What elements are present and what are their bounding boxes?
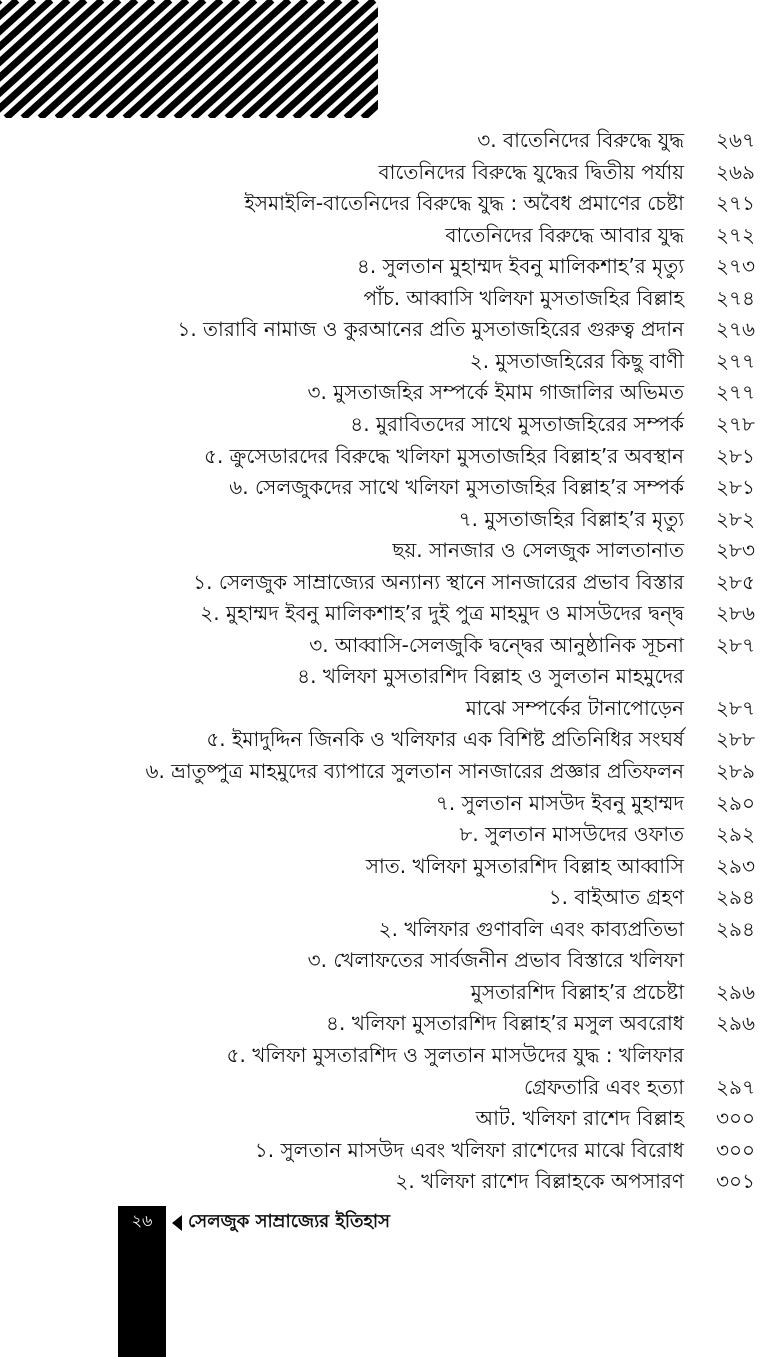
toc-entry-title: ৫. ইমাদুদ্দিন জিনকি ও খলিফার এক বিশিষ্ট প্রতিনিধির সংঘর্ষ xyxy=(206,727,684,752)
toc-entry xyxy=(0,944,784,976)
toc-entry-page: ৩০০ xyxy=(716,1106,756,1131)
toc-entry xyxy=(0,976,784,1008)
toc-entry-title: ৫. খলিফা মুসতারশিদ ও সুলতান মাসউদের যুদ্ধ : খলিফার xyxy=(226,1042,684,1067)
toc-entry xyxy=(0,1071,784,1103)
toc-entry-title: ৬. ভ্রাতুষ্পুত্র মাহমুদের ব্যাপারে সুলতান সানজারের প্রজ্ঞার প্রতিফলন xyxy=(145,759,684,783)
toc-entry-title: ২. খলিফার গুণাবলি এবং কাব্যপ্রতিভা xyxy=(378,916,684,941)
toc-entry xyxy=(0,755,784,787)
running-book-title: সেলজুক সাম্রাজ্যের ইতিহাস xyxy=(188,1211,391,1232)
toc-entry xyxy=(0,723,784,755)
toc-entry-page: ২৭৬ xyxy=(716,317,756,342)
toc-entry-page: ২৯২ xyxy=(716,822,755,847)
toc-entry xyxy=(0,471,784,503)
toc-entry-title: ৮. সুলতান মাসউদের ওফাত xyxy=(459,822,684,847)
toc-entry-page: ২৮৯ xyxy=(716,759,755,783)
toc-entry-page: ৩০১ xyxy=(716,1169,755,1194)
toc-entry xyxy=(0,1007,784,1039)
toc-entry xyxy=(0,250,784,282)
toc-entry-title: বাতেনিদের বিরুদ্ধে যুদ্ধের দ্বিতীয় পর্যায় xyxy=(378,159,684,184)
toc-entry xyxy=(0,881,784,913)
toc-entry-page: ২৯৭ xyxy=(716,1074,755,1099)
page-number: ২৬ xyxy=(131,1211,153,1230)
toc-entry-title: পাঁচ. আব্বাসি খলিফা মুসতাজহির বিল্লাহ xyxy=(363,285,684,310)
toc-entry xyxy=(0,187,784,219)
toc-entry-title: ৩. আব্বাসি-সেলজুকি দ্বন্দ্বের আনুষ্ঠানিক সূচনা xyxy=(309,632,684,657)
toc-entry-page: ২৮৩ xyxy=(716,538,755,563)
toc-entry-title: মুসতারশিদ বিল্লাহ’র প্রচেষ্টা xyxy=(470,979,684,1004)
toc-entry-page: ২৮১ xyxy=(716,475,755,500)
footer-arrow-icon xyxy=(172,1215,182,1231)
toc-entry-page: ২৭৭ xyxy=(716,380,756,405)
toc-entry-title: ১. তারাবি নামাজ ও কুরআনের প্রতি মুসতাজহিরের গুরুত্ব প্রদান xyxy=(177,317,684,342)
toc-entry xyxy=(0,1134,784,1166)
toc-entry-page: ২৯৪ xyxy=(716,885,755,910)
toc-entry-title: ২. মুহাম্মদ ইবনু মালিকশাহ’র দুই পুত্র মাহমুদ ও মাসউদের দ্বন্দ্ব xyxy=(200,601,684,626)
toc-entry-title: মাঝে সম্পর্কের টানাপোড়েন xyxy=(465,695,684,720)
toc-entry xyxy=(0,282,784,314)
toc-entry-title: ৬. সেলজুকদের সাথে খলিফা মুসতাজহির বিল্লাহ’র সম্পর্ক xyxy=(229,475,684,500)
toc-entry xyxy=(0,566,784,598)
toc-entry-page: ২৭২ xyxy=(716,222,756,247)
toc-entry-title: ২. মুসতাজহিরের কিছু বাণী xyxy=(469,348,684,373)
toc-entry xyxy=(0,156,784,188)
toc-entry-title: ৩. মুসতাজহির সম্পর্কে ইমাম গাজালির অভিমত xyxy=(307,380,684,405)
toc-entry xyxy=(0,503,784,535)
toc-entry-page: ২৭৪ xyxy=(716,285,755,310)
toc-entry-page: ৩০০ xyxy=(716,1137,756,1162)
toc-entry-page: ২৭৭ xyxy=(716,348,756,373)
toc-entry-page: ২৯৬ xyxy=(716,979,755,1004)
toc-entry xyxy=(0,850,784,882)
toc-entry xyxy=(0,787,784,819)
toc-entry-page: ২৮৭ xyxy=(716,632,755,657)
toc-entry-title: ১. বাইআত গ্রহণ xyxy=(548,885,684,910)
toc-entry-title: ৪. মুরাবিতদের সাথে মুসতাজহিরের সম্পর্ক xyxy=(350,411,684,436)
toc-entry xyxy=(0,629,784,661)
toc-entry-page: ২৮২ xyxy=(716,506,755,531)
toc-entry-title: ছয়. সানজার ও সেলজুক সালতানাত xyxy=(392,538,684,563)
toc-entry-title: ৭. মুসতাজহির বিল্লাহ’র মৃত্যু xyxy=(458,506,684,531)
toc-entry-page: ২৮১ xyxy=(716,443,755,468)
toc-entry-page: ২৮৫ xyxy=(716,569,755,594)
toc-entry-page: ২৮৭ xyxy=(716,695,755,720)
toc-entry-page: ২৯০ xyxy=(716,790,755,815)
decorative-stripes xyxy=(0,0,378,118)
toc-entry-page: ২৬৯ xyxy=(716,159,755,184)
toc-entry-page: ২৭৩ xyxy=(716,254,756,279)
toc-entry xyxy=(0,313,784,345)
toc-entry xyxy=(0,692,784,724)
toc-entry xyxy=(0,913,784,945)
toc-entry-page: ২৯৩ xyxy=(716,853,755,878)
toc-entry xyxy=(0,408,784,440)
toc-entry xyxy=(0,1165,784,1197)
toc-entry-title: ৪. খলিফা মুসতারশিদ বিল্লাহ ও সুলতান মাহমুদের xyxy=(297,664,684,689)
toc-entry-title: ৪. সুলতান মুহাম্মদ ইবনু মালিকশাহ’র মৃত্যু xyxy=(356,254,684,279)
toc-entry-page: ২৮৮ xyxy=(716,727,755,752)
toc-entry xyxy=(0,660,784,692)
toc-entry xyxy=(0,597,784,629)
toc-entry xyxy=(0,219,784,251)
toc-entry-page: ২৯৪ xyxy=(716,916,755,941)
toc-entry-title: ১. সেলজুক সাম্রাজ্যের অন্যান্য স্থানে সানজারের প্রভাব বিস্তার xyxy=(193,569,684,594)
toc-entry-title: বাতেনিদের বিরুদ্ধে আবার যুদ্ধ xyxy=(445,222,684,247)
toc-entry-page: ২৯৬ xyxy=(716,1011,755,1036)
toc-entry-page: ২৭৮ xyxy=(716,411,755,436)
toc-entry-title: গ্রেফতারি এবং হত্যা xyxy=(523,1074,684,1099)
toc-entry xyxy=(0,1039,784,1071)
toc-entry-title: ১. সুলতান মাসউদ এবং খলিফা রাশেদের মাঝে বিরোধ xyxy=(254,1137,684,1162)
toc-entry-title: আট. খলিফা রাশেদ বিল্লাহ xyxy=(475,1106,684,1131)
toc-entry-page: ২৭১ xyxy=(716,191,755,216)
toc-entry-title: ইসমাইলি-বাতেনিদের বিরুদ্ধে যুদ্ধ : অবৈধ প্রমাণের চেষ্টা xyxy=(244,191,684,216)
toc-entry xyxy=(0,1102,784,1134)
toc-entry-title: সাত. খলিফা মুসতারশিদ বিল্লাহ আব্বাসি xyxy=(365,853,684,878)
toc-entry-page: ২৮৬ xyxy=(716,601,755,626)
toc-entry xyxy=(0,818,784,850)
toc-entry xyxy=(0,345,784,377)
toc-entry-title: ৭. সুলতান মাসউদ ইবনু মুহাম্মদ xyxy=(435,790,684,815)
toc-entry-title: ২. খলিফা রাশেদ বিল্লাহকে অপসারণ xyxy=(395,1169,684,1194)
toc-entry xyxy=(0,534,784,566)
toc-entry-title: ৩. খেলাফতের সার্বজনীন প্রভাব বিস্তারে খলিফা xyxy=(307,948,684,973)
toc-entry xyxy=(0,376,784,408)
toc-entry-title: ৫. ক্রুসেডারদের বিরুদ্ধে খলিফা মুসতাজহির বিল্লাহ’র অবস্থান xyxy=(203,443,684,468)
toc-entry-title: ৪. খলিফা মুসতারশিদ বিল্লাহ’র মসুল অবরোধ xyxy=(326,1011,684,1036)
toc-entry xyxy=(0,124,784,156)
toc-entry-page: ২৬৭ xyxy=(716,128,756,152)
toc-entry xyxy=(0,440,784,472)
toc-entry-title: ৩. বাতেনিদের বিরুদ্ধে যুদ্ধ xyxy=(477,128,684,152)
